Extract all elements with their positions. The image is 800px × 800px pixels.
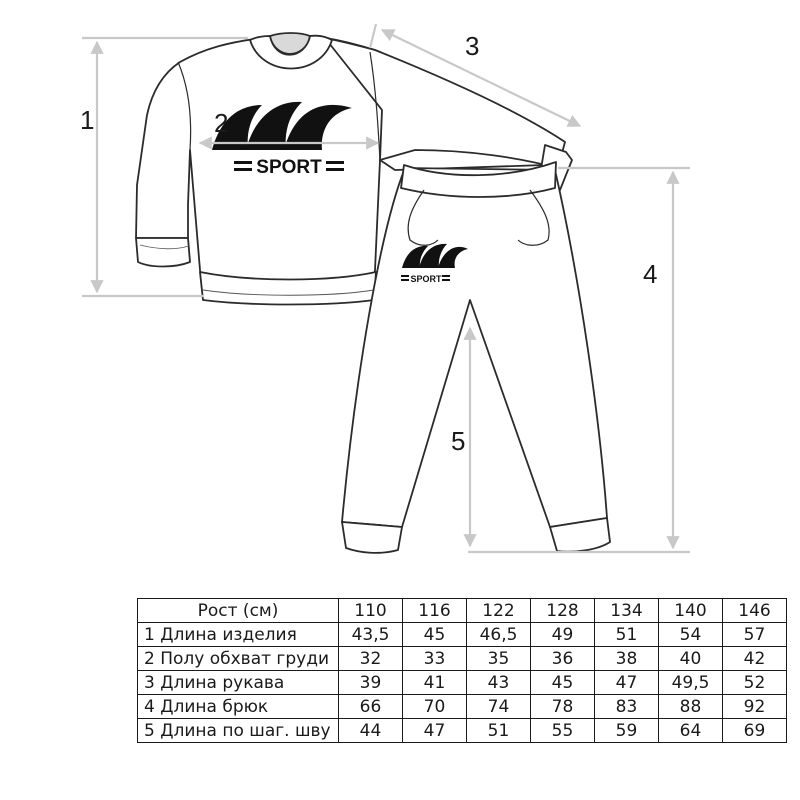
dimension-5-label: 5 — [451, 426, 466, 456]
table-cell: 32 — [339, 647, 403, 671]
table-cell: 51 — [595, 623, 659, 647]
table-cell: 46,5 — [467, 623, 531, 647]
table-cell: 45 — [531, 671, 595, 695]
table-cell: 66 — [339, 695, 403, 719]
table-cell: 47 — [403, 719, 467, 743]
table-cell: 45 — [403, 623, 467, 647]
table-cell: 64 — [659, 719, 723, 743]
height-header: 146 — [723, 599, 787, 623]
row-label: 4 Длина брюк — [138, 695, 339, 719]
pants-logo-text: SPORT — [410, 274, 442, 284]
row-label: 3 Длина рукава — [138, 671, 339, 695]
height-header: 110 — [339, 599, 403, 623]
row-label: 2 Полу обхват груди — [138, 647, 339, 671]
pants-left-cuff — [342, 522, 402, 553]
height-header: 134 — [595, 599, 659, 623]
table-cell: 92 — [723, 695, 787, 719]
dimension-3-label: 3 — [465, 31, 480, 61]
table-cell: 42 — [723, 647, 787, 671]
table-row — [138, 719, 787, 743]
table-cell: 54 — [659, 623, 723, 647]
table-cell: 33 — [403, 647, 467, 671]
row-label: 5 Длина по шаг. шву — [138, 719, 339, 743]
table-cell: 35 — [467, 647, 531, 671]
table-cell: 39 — [339, 671, 403, 695]
table-cell: 69 — [723, 719, 787, 743]
table-cell: 78 — [531, 695, 595, 719]
table-cell: 52 — [723, 671, 787, 695]
size-table-corner: Рост (см) — [138, 599, 339, 623]
table-row — [138, 623, 787, 647]
size-table — [137, 598, 787, 743]
table-cell: 49,5 — [659, 671, 723, 695]
table-row — [138, 671, 787, 695]
table-cell: 88 — [659, 695, 723, 719]
dimension-2-label: 2 — [214, 108, 229, 138]
dimension-4-label: 4 — [643, 259, 658, 289]
table-row — [138, 695, 787, 719]
size-table-header-row — [138, 599, 787, 623]
table-cell: 74 — [467, 695, 531, 719]
table-cell: 38 — [595, 647, 659, 671]
pants — [342, 162, 610, 553]
sweatshirt-left-cuff — [136, 238, 190, 267]
height-header: 122 — [467, 599, 531, 623]
height-header: 140 — [659, 599, 723, 623]
table-cell: 47 — [595, 671, 659, 695]
pants-body — [342, 168, 607, 527]
height-header: 128 — [531, 599, 595, 623]
table-cell: 51 — [467, 719, 531, 743]
table-cell: 70 — [403, 695, 467, 719]
table-cell: 43 — [467, 671, 531, 695]
sweatshirt-logo-text: SPORT — [256, 157, 322, 178]
table-cell: 40 — [659, 647, 723, 671]
table-row — [138, 647, 787, 671]
height-header: 116 — [403, 599, 467, 623]
row-label: 1 Длина изделия — [138, 623, 339, 647]
table-cell: 49 — [531, 623, 595, 647]
table-cell: 36 — [531, 647, 595, 671]
table-cell: 41 — [403, 671, 467, 695]
table-cell: 43,5 — [339, 623, 403, 647]
table-cell: 44 — [339, 719, 403, 743]
table-cell: 57 — [723, 623, 787, 647]
table-cell: 83 — [595, 695, 659, 719]
table-cell: 55 — [531, 719, 595, 743]
table-cell: 59 — [595, 719, 659, 743]
dimension-1-label: 1 — [80, 105, 95, 135]
